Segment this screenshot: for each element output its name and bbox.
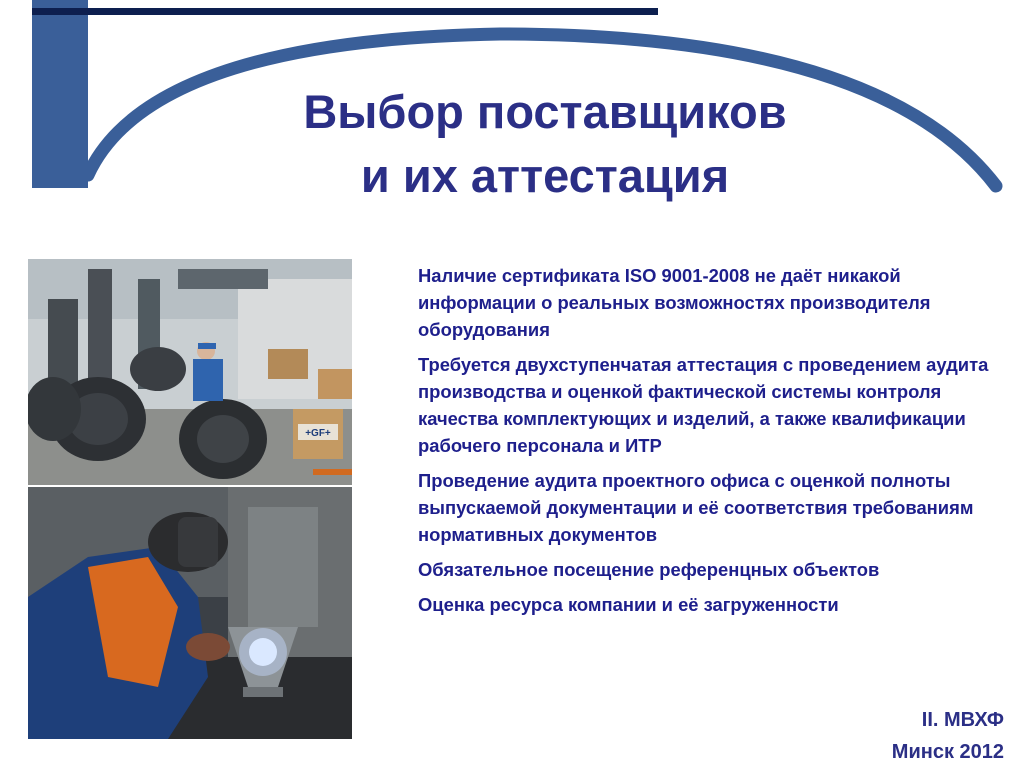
welder-photo <box>28 487 352 739</box>
bullet-item-resource-assessment: Оценка ресурса компании и её загруженности <box>418 594 839 615</box>
box-logo: +GF+ <box>305 428 331 439</box>
bullet-item-two-stage-attestation: Требуется двухступенчатая аттестация с проведением аудита производства и оценкой фактической системы контроля качества комплектующих и изделий, а также квалификации рабочего персонала и ИТР <box>418 354 989 456</box>
footer-place-year: Минск 2012 <box>891 741 1004 763</box>
bullet-item-reference-visits: Обязательное посещение референцных объектов <box>418 559 880 580</box>
bullet-item-iso-certificate: Наличие сертификата ISO 9001-2008 не даёт никакой информации о реальных возможностях производителя оборудования <box>418 265 931 340</box>
bullet-list <box>418 262 1008 626</box>
title-line-1: Выбор поставщиков <box>303 85 787 138</box>
decorative-left-bar <box>32 0 88 188</box>
footer-event: II. МВХФ <box>921 709 1004 731</box>
title-line-2: и их аттестация <box>360 149 730 202</box>
slide-title <box>200 80 890 208</box>
decorative-top-bar <box>32 8 658 15</box>
bullet-item-design-office-audit: Проведение аудита проектного офиса с оценкой полноты выпускаемой документации и её соответствия требованиям нормативных документов <box>418 470 974 545</box>
pump-workshop-photo <box>28 259 352 485</box>
